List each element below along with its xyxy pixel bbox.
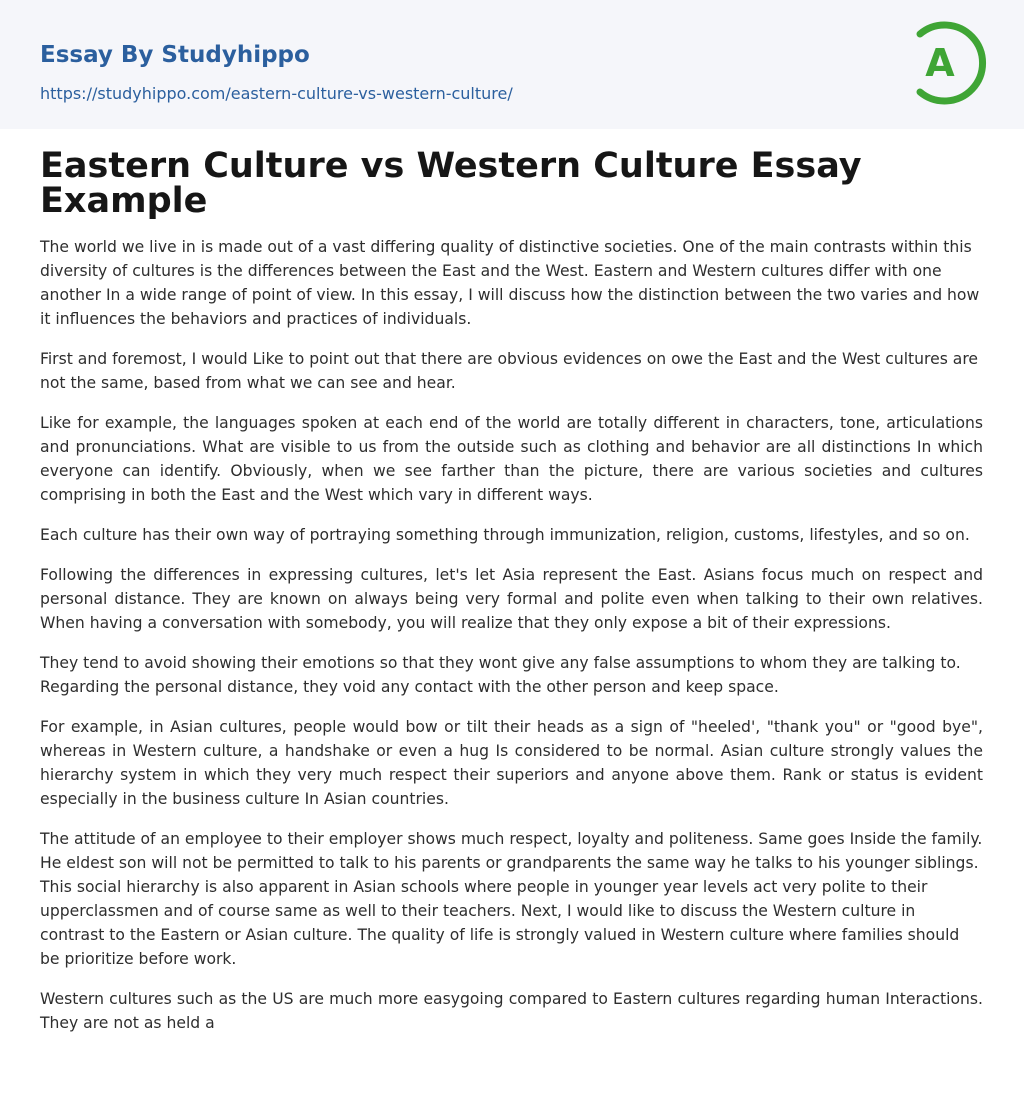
essay-paragraph-5: Following the differences in expressing cultures, let's let Asia represent the East. Asians focus much on respect and personal distance. They are known on always being very formal and polite even when talking to their own relatives. When having a conversation with somebody, you will realize that they only expose a bit of their expressions. [40, 566, 983, 632]
essay-paragraph-6: They tend to avoid showing their emotions so that they wont give any false assumptions to whom they are talking to. Regarding the personal distance, they void any contact with the other person and keep space. [40, 654, 961, 696]
site-header [0, 0, 1024, 129]
essay-paragraph-7: For example, in Asian cultures, people would bow or tilt their heads as a sign of "heeled', "thank you" or "good bye", whereas in Western culture, a handshake or even a hug Is considered to be normal. Asian culture strongly values the hierarchy system in which they very much respect their superiors and anyone above them. Rank or status is evident especially in the business culture In Asian countries. [40, 718, 983, 808]
essay-paragraph-9: Western cultures such as the US are much more easygoing compared to Eastern cultures regarding human Interactions. They are not as held a [40, 990, 983, 1032]
essay-content [0, 129, 1024, 1035]
essay-paragraph-4: Each culture has their own way of portraying something through immunization, religion, customs, lifestyles, and so on. [40, 526, 970, 544]
brand-title: Essay By Studyhippo [40, 42, 310, 68]
essay-title: Eastern Culture vs Western Culture Essay Example [40, 146, 862, 221]
essay-url-link[interactable]: https://studyhippo.com/eastern-culture-vs-western-culture/ [40, 84, 513, 103]
essay-paragraph-2: First and foremost, I would Like to point out that there are obvious evidences on owe the East and the West cultures are not the same, based from what we can see and hear. [40, 350, 978, 392]
essay-paragraph-1: The world we live in is made out of a vast differing quality of distinctive societies. One of the main contrasts within this diversity of cultures is the differences between the East and the West. Eastern and Western cultures differ with one another In a wide range of point of view. In this essay, I will discuss how the distinction between the two varies and how it influences the behaviors and practices of individuals. [40, 238, 980, 328]
essay-paragraph-8: The attitude of an employee to their employer shows much respect, loyalty and politeness. Same goes Inside the family. He eldest son will not be permitted to talk to his parents or grandparents the same way he talks to his younger siblings. This social hierarchy is also apparent in Asian schools where people in younger year levels act very polite to their upperclassmen and of course same as well to their teachers. Next, I would like to discuss the Western culture in contrast to the Eastern or Asian culture. The quality of life is strongly valued in Western culture where families should be prioritize before work. [40, 830, 983, 968]
logo-letter: A [925, 41, 955, 85]
essay-paragraph-3: Like for example, the languages spoken at each end of the world are totally different in characters, tone, articulations and pronunciations. What are visible to us from the outside such as clothing and behavior are all distinctions In which everyone can identify. Obviously, when we see farther than the picture, there are various societies and cultures comprising in both the East and the West which vary in different ways. [40, 414, 983, 504]
logo-a-icon [910, 18, 988, 108]
studyhippo-logo[interactable] [910, 18, 988, 108]
